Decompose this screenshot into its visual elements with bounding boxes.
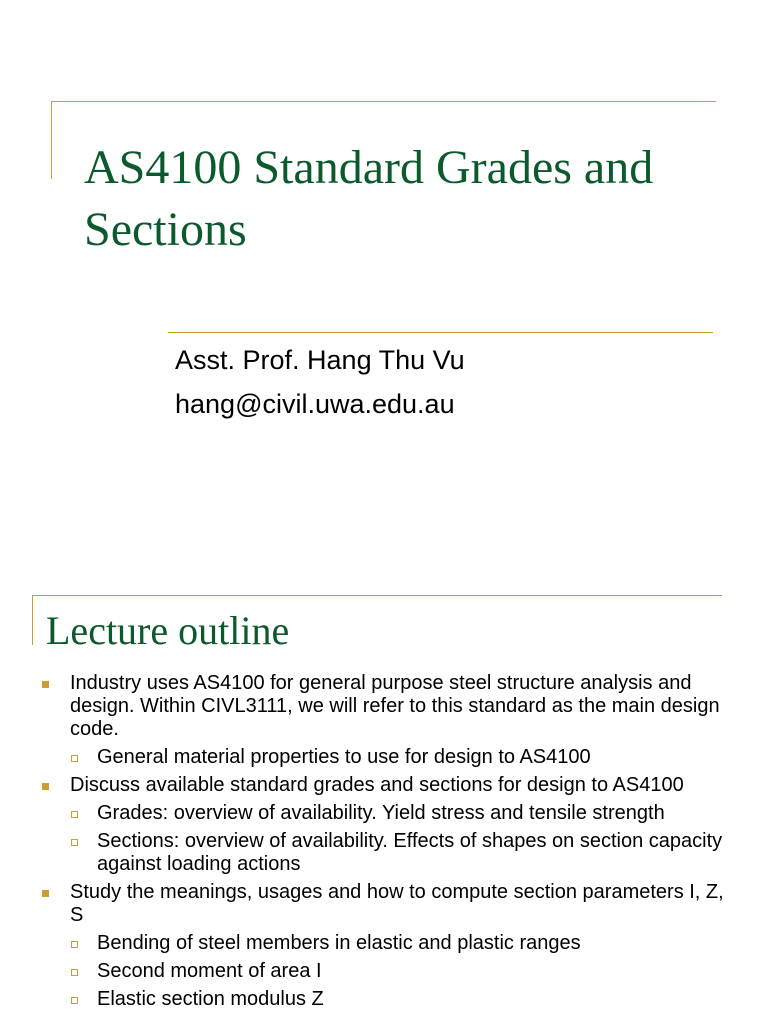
outline-list <box>0 672 768 1016</box>
author-email: hang@civil.uwa.edu.au <box>175 389 455 419</box>
frame-top-line <box>51 101 716 102</box>
hollow-square-bullet-icon <box>71 969 78 976</box>
outline-item <box>0 830 768 876</box>
outline-item <box>0 672 768 741</box>
subtitle-divider <box>168 332 713 333</box>
hollow-square-bullet-icon <box>71 811 78 818</box>
square-bullet-icon <box>42 783 49 790</box>
outline-item-text: Elastic section modulus Z <box>97 988 324 1010</box>
outline-item <box>0 932 768 955</box>
outline-item <box>0 988 768 1011</box>
outline-item-text: Grades: overview of availability. Yield stress and tensile strength <box>97 802 665 824</box>
outline-item <box>0 774 768 797</box>
square-bullet-icon <box>42 681 49 688</box>
square-bullet-icon <box>42 890 49 897</box>
outline-item-text: Second moment of area I <box>97 960 322 982</box>
frame-left-line <box>51 101 52 179</box>
slide-title: AS4100 Standard Grades and Sections <box>84 141 654 256</box>
outline-item-text: Industry uses AS4100 for general purpose steel structure analysis and design. Within CIVL3111, we will refer to this standard as the main design code. <box>70 672 720 740</box>
author-name: Asst. Prof. Hang Thu Vu <box>175 345 465 375</box>
hollow-square-bullet-icon <box>71 839 78 846</box>
outline-item-text: Discuss available standard grades and sections for design to AS4100 <box>70 774 684 796</box>
outline-slide <box>0 560 768 1024</box>
outline-item-text: Bending of steel members in elastic and plastic ranges <box>97 932 581 954</box>
outline-item <box>0 746 768 769</box>
slide-title: Lecture outline <box>46 608 290 653</box>
hollow-square-bullet-icon <box>71 997 78 1004</box>
subtitle-block <box>175 338 465 426</box>
outline-item-text: General material properties to use for design to AS4100 <box>97 746 591 768</box>
hollow-square-bullet-icon <box>71 941 78 948</box>
outline-item <box>0 881 768 927</box>
outline-item-text: Study the meanings, usages and how to compute section parameters I, Z, S <box>70 881 724 926</box>
frame-top-line <box>32 595 722 596</box>
hollow-square-bullet-icon <box>71 755 78 762</box>
outline-item-text: Sections: overview of availability. Effects of shapes on section capacity against loading actions <box>97 830 723 875</box>
outline-item <box>0 960 768 983</box>
outline-item <box>0 802 768 825</box>
frame-left-line <box>32 595 33 645</box>
